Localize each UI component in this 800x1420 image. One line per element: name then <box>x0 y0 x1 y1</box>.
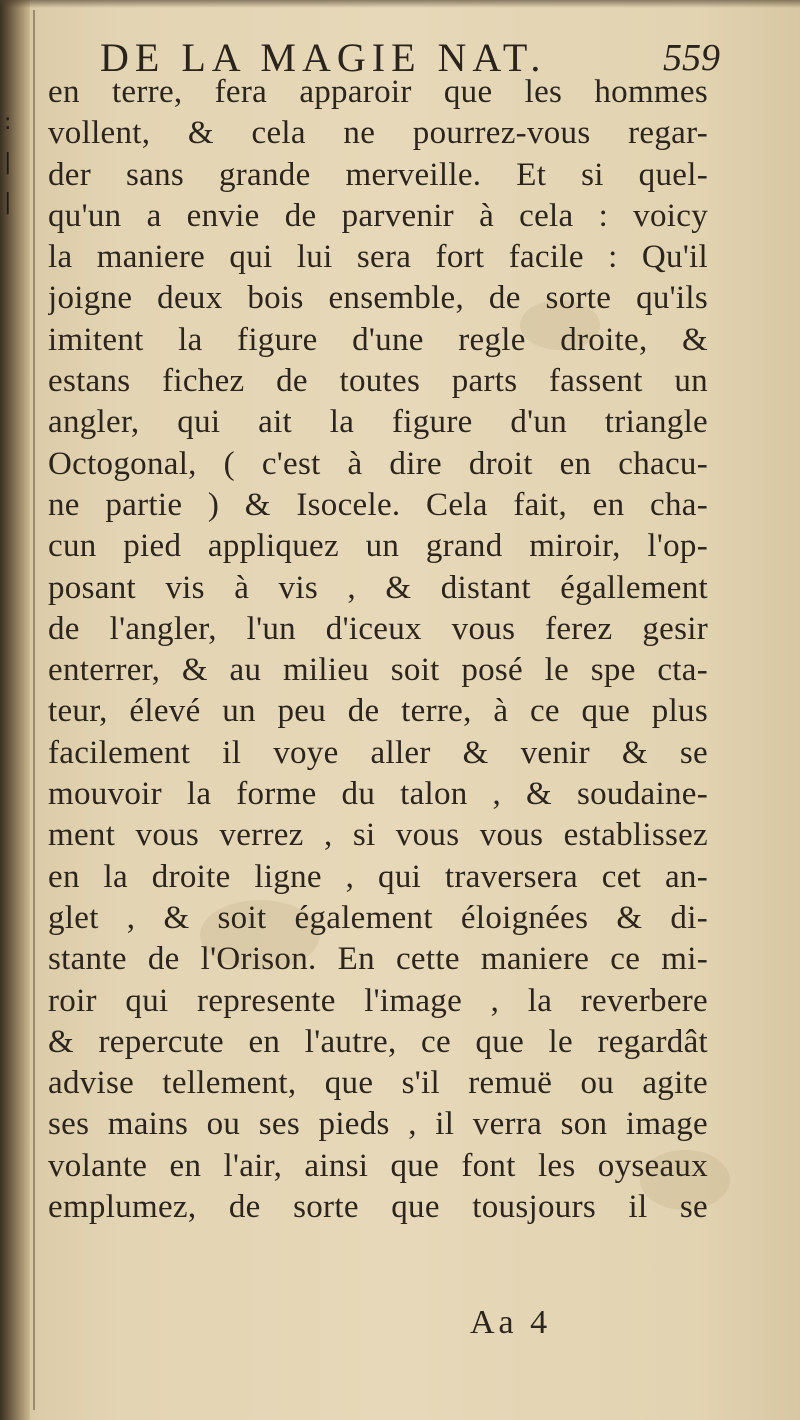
text-line: advise tellement, que s'il remuë ou agite <box>48 1065 708 1102</box>
text-line: enterrer, & au milieu soit posé le spe cta- <box>48 652 708 689</box>
running-title: DE LA MAGIE NAT. <box>100 35 547 80</box>
margin-mark: : <box>4 110 12 135</box>
text-line: ne partie ) & Isocele. Cela fait, en cha- <box>48 486 708 523</box>
text-line: & repercute en l'autre, ce que le regardât <box>48 1023 708 1060</box>
text-line: Octogonal, ( c'est à dire droit en chacu- <box>48 445 708 482</box>
text-line: en la droite ligne , qui traversera cet an- <box>48 858 708 895</box>
margin-mark: | <box>4 190 12 215</box>
text-line: ment vous verrez , si vous vous establissez <box>48 817 708 854</box>
text-line: vollent, & cela ne pourrez-vous regar- <box>48 115 708 152</box>
text-line: estans fichez de toutes parts fassent un <box>48 363 708 400</box>
gutter-rule <box>33 10 35 1410</box>
body-text <box>48 72 708 1228</box>
text-line: angler, qui ait la figure d'un triangle <box>48 404 708 441</box>
page-number: 559 <box>663 37 720 79</box>
text-line: joigne deux bois ensemble, de sorte qu'ils <box>48 280 708 317</box>
text-line: posant vis à vis , & distant égallement <box>48 569 708 606</box>
text-line: mouvoir la forme du talon , & soudaine- <box>48 776 708 813</box>
text-line: facilement il voye aller & venir & se <box>48 734 708 771</box>
text-line: cun pied appliquez un grand miroir, l'op- <box>48 528 708 565</box>
signature-mark: Aa 4 <box>470 1304 552 1341</box>
margin-mark: | <box>4 150 12 175</box>
text-line: ses mains ou ses pieds , il verra son image <box>48 1106 708 1143</box>
text-line: teur, élevé un peu de terre, à ce que plus <box>48 693 708 730</box>
text-line: qu'un a envie de parvenir à cela : voicy <box>48 197 708 234</box>
text-line: roir qui represente l'image , la reverbere <box>48 982 708 1019</box>
text-line: der sans grande merveille. Et si quel- <box>48 156 708 193</box>
text-line: imitent la figure d'une regle droite, & <box>48 321 708 358</box>
text-line: de l'angler, l'un d'iceux vous ferez gesir <box>48 610 708 647</box>
page-top-edge <box>0 0 800 8</box>
text-line: emplumez, de sorte que tousjours il se <box>48 1189 708 1226</box>
text-line: la maniere qui lui sera fort facile : Qu'il <box>48 239 708 276</box>
text-line: glet , & soit également éloignées & di- <box>48 899 708 936</box>
text-line: stante de l'Orison. En cette maniere ce mi- <box>48 941 708 978</box>
text-line: volante en l'air, ainsi que font les oyseaux <box>48 1147 708 1184</box>
text-line: en terre, fera apparoir que les hommes <box>48 74 708 110</box>
